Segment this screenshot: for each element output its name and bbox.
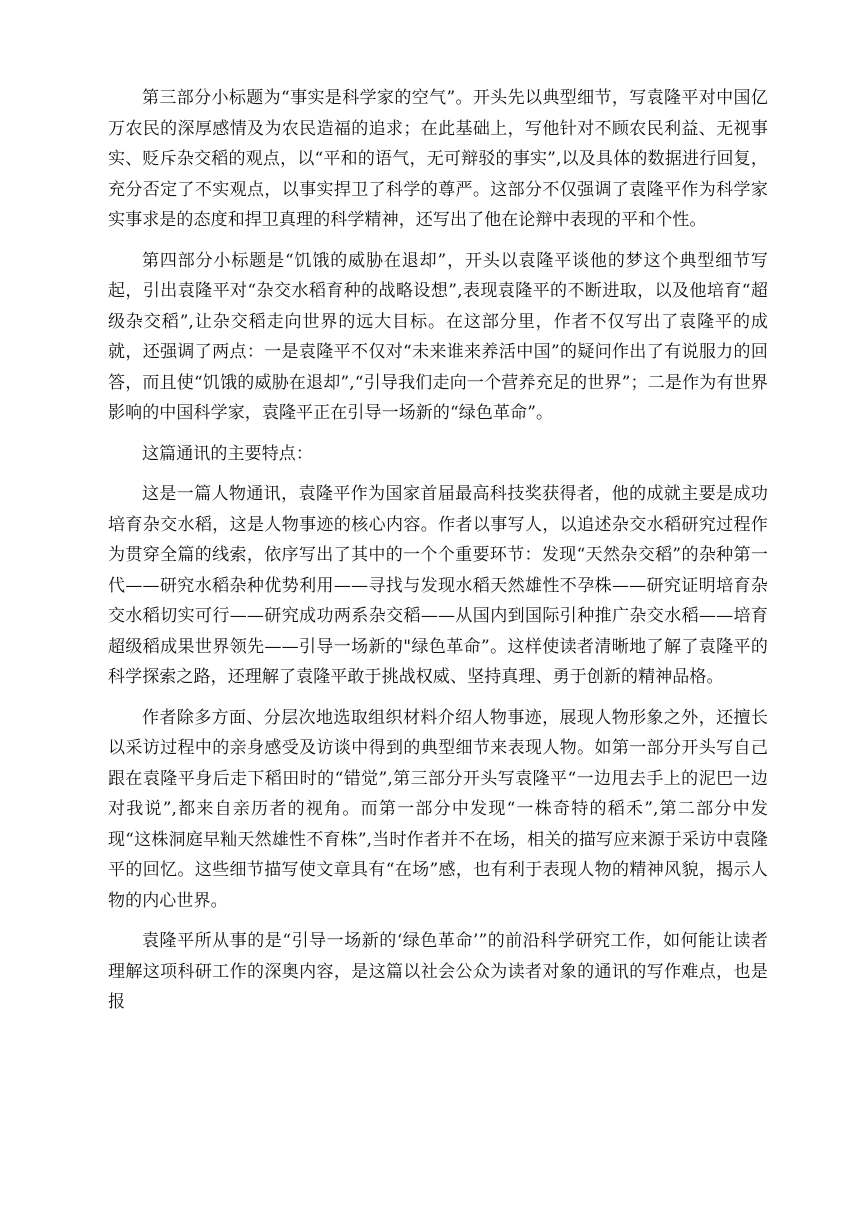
paragraph-feature-one: 这是一篇人物通讯，袁隆平作为国家首届最高科技奖获得者，他的成就主要是成功培育杂交水稻，这是人物事迹的核心内容。作者以事写人，以追述杂交水稻研究过程作为贯穿全篇的线索，依序写出了其中的一个个重要环节：发现“天然杂交稻”的杂种第一代——研究水稻杂种优势利用——寻找与发现水稻天然雄性不孕株——研究证明培育杂交水稻切实可行——研究成功两系杂交稻——从国内到国际引种推广杂交水稻——培育超级稻成果世界领先——引导一场新的"绿色革命”。这样使读者清晰地了解了袁隆平的科学探索之路，还理解了袁隆平敢于挑战权威、坚持真理、勇于创新的精神品格。 <box>108 484 768 687</box>
document-page <box>108 0 768 1028</box>
paragraph-part-four-summary: 第四部分小标题是“饥饿的威胁在退却”，开头以袁隆平谈他的梦这个典型细节写起，引出袁隆平对“杂交水稻育种的战略设想”,表现袁隆平的不断进取，以及他培育“超级杂交稻”,让杂交稻走向世界的远大目标。在这部分里，作者不仅写出了袁隆平的成就，还强调了两点：一是袁隆平不仅对“未来谁来养活中国”的疑问作出了有说服力的回答，而且使“饥饿的威胁在退却”,“引导我们走向一个营养充足的世界”；二是作为有世界影响的中国科学家，袁隆平正在引导一场新的“绿色革命”。 <box>108 250 768 423</box>
paragraph-part-three-summary: 第三部分小标题为“事实是科学家的空气”。开头先以典型细节，写袁隆平对中国亿万农民的深厚感情及为农民造福的追求；在此基础上，写他针对不顾农民利益、无视事实、贬斥杂交稻的观点，以“平和的语气，无可辩驳的事实”,以及具体的数据进行回复，充分否定了不实观点，以事实捍卫了科学的尊严。这部分不仅强调了袁隆平作为科学家实事求是的态度和捍卫真理的科学精神，还写出了他在论辩中表现的平和个性。 <box>108 88 768 230</box>
paragraph-features-heading: 这篇通讯的主要特点： <box>142 443 313 464</box>
paragraph-feature-two: 作者除多方面、分层次地选取组织材料介绍人物事迹，展现人物形象之外，还擅长以采访过程中的亲身感受及访谈中得到的典型细节来表现人物。如第一部分开头写自己跟在袁隆平身后走下稻田时的“错觉”,第三部分开头写袁隆平“一边甩去手上的泥巴一边对我说”,都来自亲历者的视角。而第一部分中发现“一株奇特的稻禾”,第二部分中发现“这株洞庭早籼天然雄性不育株”,当时作者并不在场，相关的描写应来源于采访中袁隆平的回忆。这些细节描写使文章具有“在场”感，也有利于表现人物的精神风貌，揭示人物的内心世界。 <box>108 707 768 911</box>
paragraph-feature-three: 袁隆平所从事的是“引导一场新的‘绿色革命’”的前沿科学研究工作，如何能让读者理解这项科研工作的深奥内容，是这篇以社会公众为读者对象的通讯的写作难点，也是报 <box>108 931 768 1012</box>
